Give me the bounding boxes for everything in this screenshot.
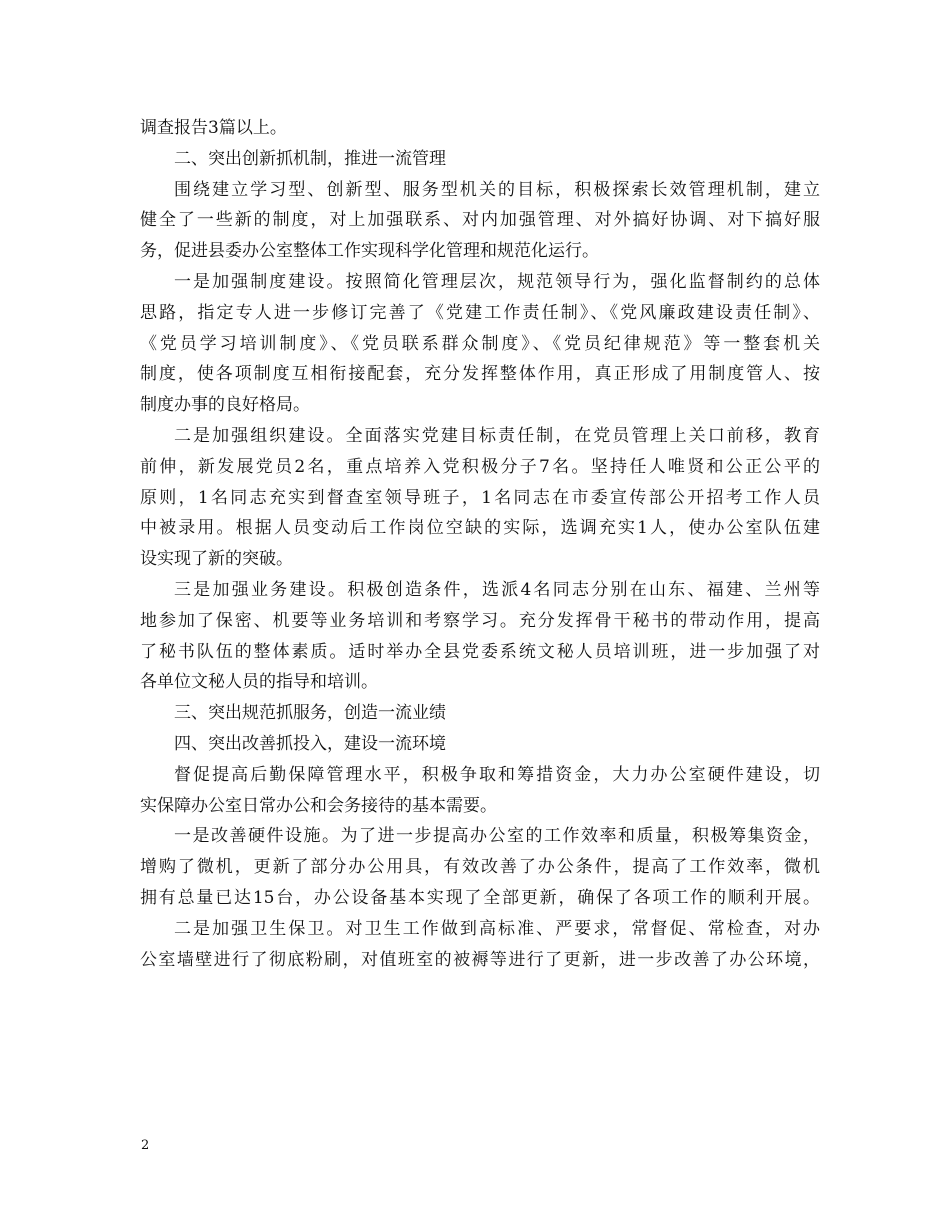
text-line: 实保障办公室日常办公和会务接待的基本需要。 [140, 795, 497, 816]
text-line: 务，促进县委办公室整体工作实现科学化管理和规范化运行。 [140, 241, 599, 262]
text-line: 二、突出创新抓机制，推进一流管理 [174, 148, 446, 169]
text-line: 增购了微机，更新了部分办公用具，有效改善了办公条件，提高了工作效率，微机 [140, 857, 820, 878]
text-line: 各单位文秘人员的指导和培训。 [140, 672, 378, 693]
text-line: 二是加强卫生保卫。对卫生工作做到高标准、严要求，常督促、常检查，对办 [174, 918, 820, 939]
text-line: 中被录用。根据人员变动后工作岗位空缺的实际，选调充实1人，使办公室队伍建 [140, 518, 820, 539]
text-line: 健全了一些新的制度，对上加强联系、对内加强管理、对外搞好协调、对下搞好服 [140, 210, 820, 231]
text-line: 《党员学习培训制度》、《党员联系群众制度》、《党员纪律规范》等一整套机关 [140, 333, 820, 354]
text-line: 地参加了保密、机要等业务培训和考察学习。充分发挥骨干秘书的带动作用，提高 [140, 610, 820, 631]
text-line: 了秘书队伍的整体素质。适时举办全县党委系统文秘人员培训班，进一步加强了对 [140, 641, 820, 662]
document-body [140, 113, 820, 975]
page-number: 2 [141, 1138, 150, 1153]
text-line: 制度，使各项制度互相衔接配套，充分发挥整体作用，真正形成了用制度管人、按 [140, 364, 820, 385]
text-line: 督促提高后勤保障管理水平，积极争取和筹措资金，大力办公室硬件建设，切 [174, 764, 820, 785]
text-line: 一是加强制度建设。按照简化管理层次，规范领导行为，强化监督制约的总体 [174, 271, 820, 292]
text-line: 制度办事的良好格局。 [140, 395, 310, 416]
text-line: 一是改善硬件设施。为了进一步提高办公室的工作效率和质量，积极筹集资金， [174, 826, 820, 847]
text-line: 公室墙壁进行了彻底粉刷，对值班室的被褥等进行了更新，进一步改善了办公环境， [140, 949, 820, 970]
text-line: 设实现了新的突破。 [140, 549, 293, 570]
text-line: 三是加强业务建设。积极创造条件，选派4名同志分别在山东、福建、兰州等 [174, 579, 820, 600]
text-line: 三、突出规范抓服务，创造一流业绩 [174, 703, 446, 724]
text-line: 拥有总量已达15台，办公设备基本实现了全部更新，确保了各项工作的顺利开展。 [140, 887, 820, 908]
text-line: 原则，1名同志充实到督查室领导班子，1名同志在市委宣传部公开招考工作人员 [140, 487, 820, 508]
text-line: 思路，指定专人进一步修订完善了《党建工作责任制》、《党风廉政建设责任制》、 [140, 302, 820, 323]
text-line: 四、突出改善抓投入，建设一流环境 [174, 733, 446, 754]
text-line: 前伸，新发展党员2名，重点培养入党积极分子7名。坚持任人唯贤和公正公平的 [140, 456, 820, 477]
text-line: 调查报告3篇以上。 [140, 118, 287, 138]
text-line: 二是加强组织建设。全面落实党建目标责任制，在党员管理上关口前移，教育 [174, 425, 820, 446]
text-line: 围绕建立学习型、创新型、服务型机关的目标，积极探索长效管理机制，建立 [174, 179, 820, 200]
